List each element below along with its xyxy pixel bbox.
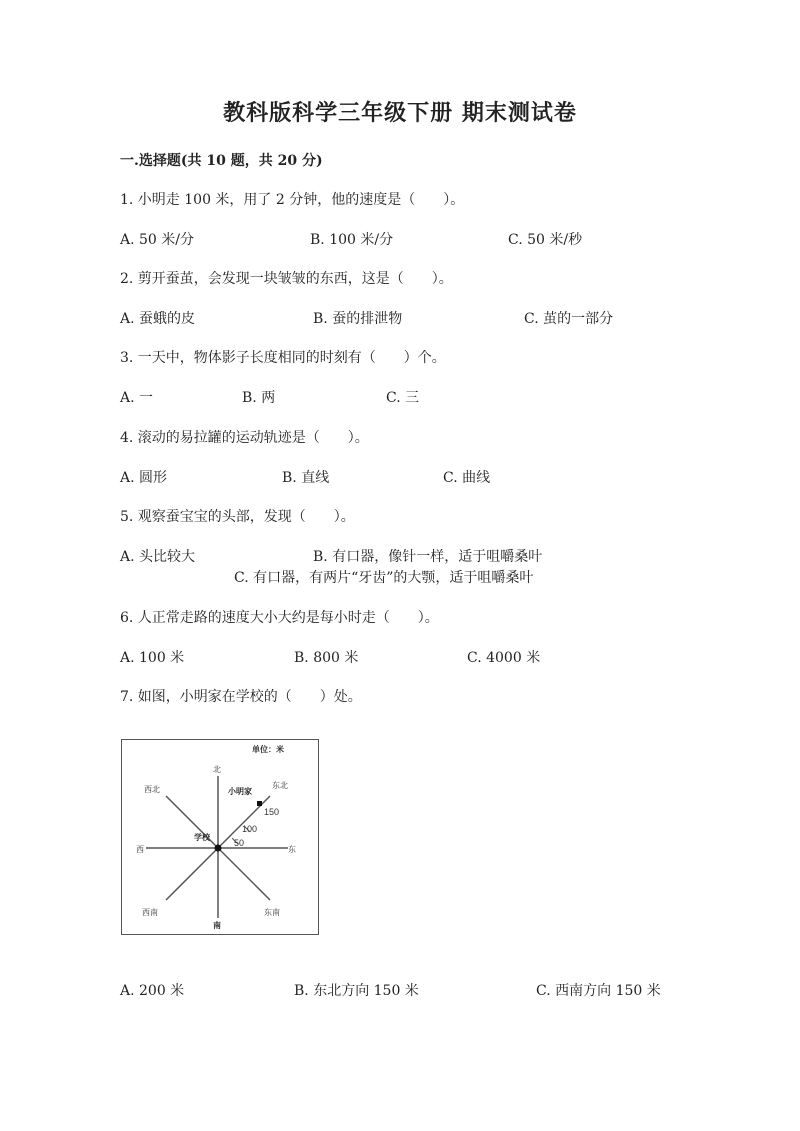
q1-option-c[interactable]: C. 50 米/秒 <box>508 232 583 248</box>
question-6: 6. 人正常走路的速度大小大约是每小时走（ ）。 <box>120 610 439 626</box>
q7-option-a[interactable]: A. 200 米 <box>120 983 185 999</box>
north-label: 北 <box>213 765 221 774</box>
q4-option-b[interactable]: B. 直线 <box>282 470 330 486</box>
question-7: 7. 如图，小明家在学校的（ ）处。 <box>120 689 362 705</box>
q7-option-c[interactable]: C. 西南方向 150 米 <box>536 983 661 999</box>
q6-option-c[interactable]: C. 4000 米 <box>467 650 541 666</box>
question-1: 1. 小明走 100 米，用了 2 分钟，他的速度是（ ）。 <box>120 192 465 208</box>
q2-option-b[interactable]: B. 蚕的排泄物 <box>313 311 403 327</box>
south-label: 南 <box>213 921 221 930</box>
direction-diagram <box>121 739 319 935</box>
q6-option-b[interactable]: B. 800 米 <box>294 650 359 666</box>
southeast-label: 东南 <box>264 908 280 917</box>
question-2: 2. 剪开蚕茧，会发现一块皱皱的东西，这是（ ）。 <box>120 271 453 287</box>
q2-option-a[interactable]: A. 蚕蛾的皮 <box>120 311 196 327</box>
q7-option-b[interactable]: B. 东北方向 150 米 <box>294 983 419 999</box>
unit-label: 单位：米 <box>252 745 284 754</box>
q5-option-b[interactable]: B. 有口器，像针一样，适于咀嚼桑叶 <box>313 549 543 565</box>
question-5: 5. 观察蚕宝宝的头部，发现（ ）。 <box>120 509 355 525</box>
southwest-label: 西南 <box>142 908 158 917</box>
q3-option-a[interactable]: A. 一 <box>120 390 154 406</box>
northeast-label: 东北 <box>272 781 288 790</box>
q5-option-c[interactable]: C. 有口器，有两片“牙齿”的大颚，适于咀嚼桑叶 <box>234 570 534 586</box>
school-label: 学校 <box>194 833 210 842</box>
home-label: 小明家 <box>228 787 252 796</box>
west-label: 西 <box>136 845 144 854</box>
east-label: 东 <box>288 845 296 854</box>
mark-150-label: 150 <box>264 807 280 817</box>
mark-100-label: 100 <box>242 824 258 834</box>
question-3: 3. 一天中，物体影子长度相同的时刻有（ ）个。 <box>120 350 446 366</box>
northwest-label: 西北 <box>144 785 160 794</box>
q3-option-b[interactable]: B. 两 <box>242 390 276 406</box>
q4-option-a[interactable]: A. 圆形 <box>120 470 168 486</box>
q2-option-c[interactable]: C. 茧的一部分 <box>524 311 614 327</box>
direction-diagram-svg <box>122 740 318 934</box>
q1-option-a[interactable]: A. 50 米/分 <box>120 232 194 248</box>
page-title: 教科版科学三年级下册 期末测试卷 <box>223 100 577 126</box>
q4-option-c[interactable]: C. 曲线 <box>443 470 491 486</box>
section-heading: 一.选择题(共 10 题，共 20 分) <box>120 153 323 169</box>
q1-option-b[interactable]: B. 100 米/分 <box>310 232 394 248</box>
home-point <box>257 801 262 806</box>
q3-option-c[interactable]: C. 三 <box>386 390 420 406</box>
q6-option-a[interactable]: A. 100 米 <box>120 650 185 666</box>
mark-50-label: 50 <box>234 838 245 848</box>
question-4: 4. 滚动的易拉罐的运动轨迹是（ ）。 <box>120 430 369 446</box>
school-point <box>215 845 222 852</box>
q5-option-a[interactable]: A. 头比较大 <box>120 549 196 565</box>
